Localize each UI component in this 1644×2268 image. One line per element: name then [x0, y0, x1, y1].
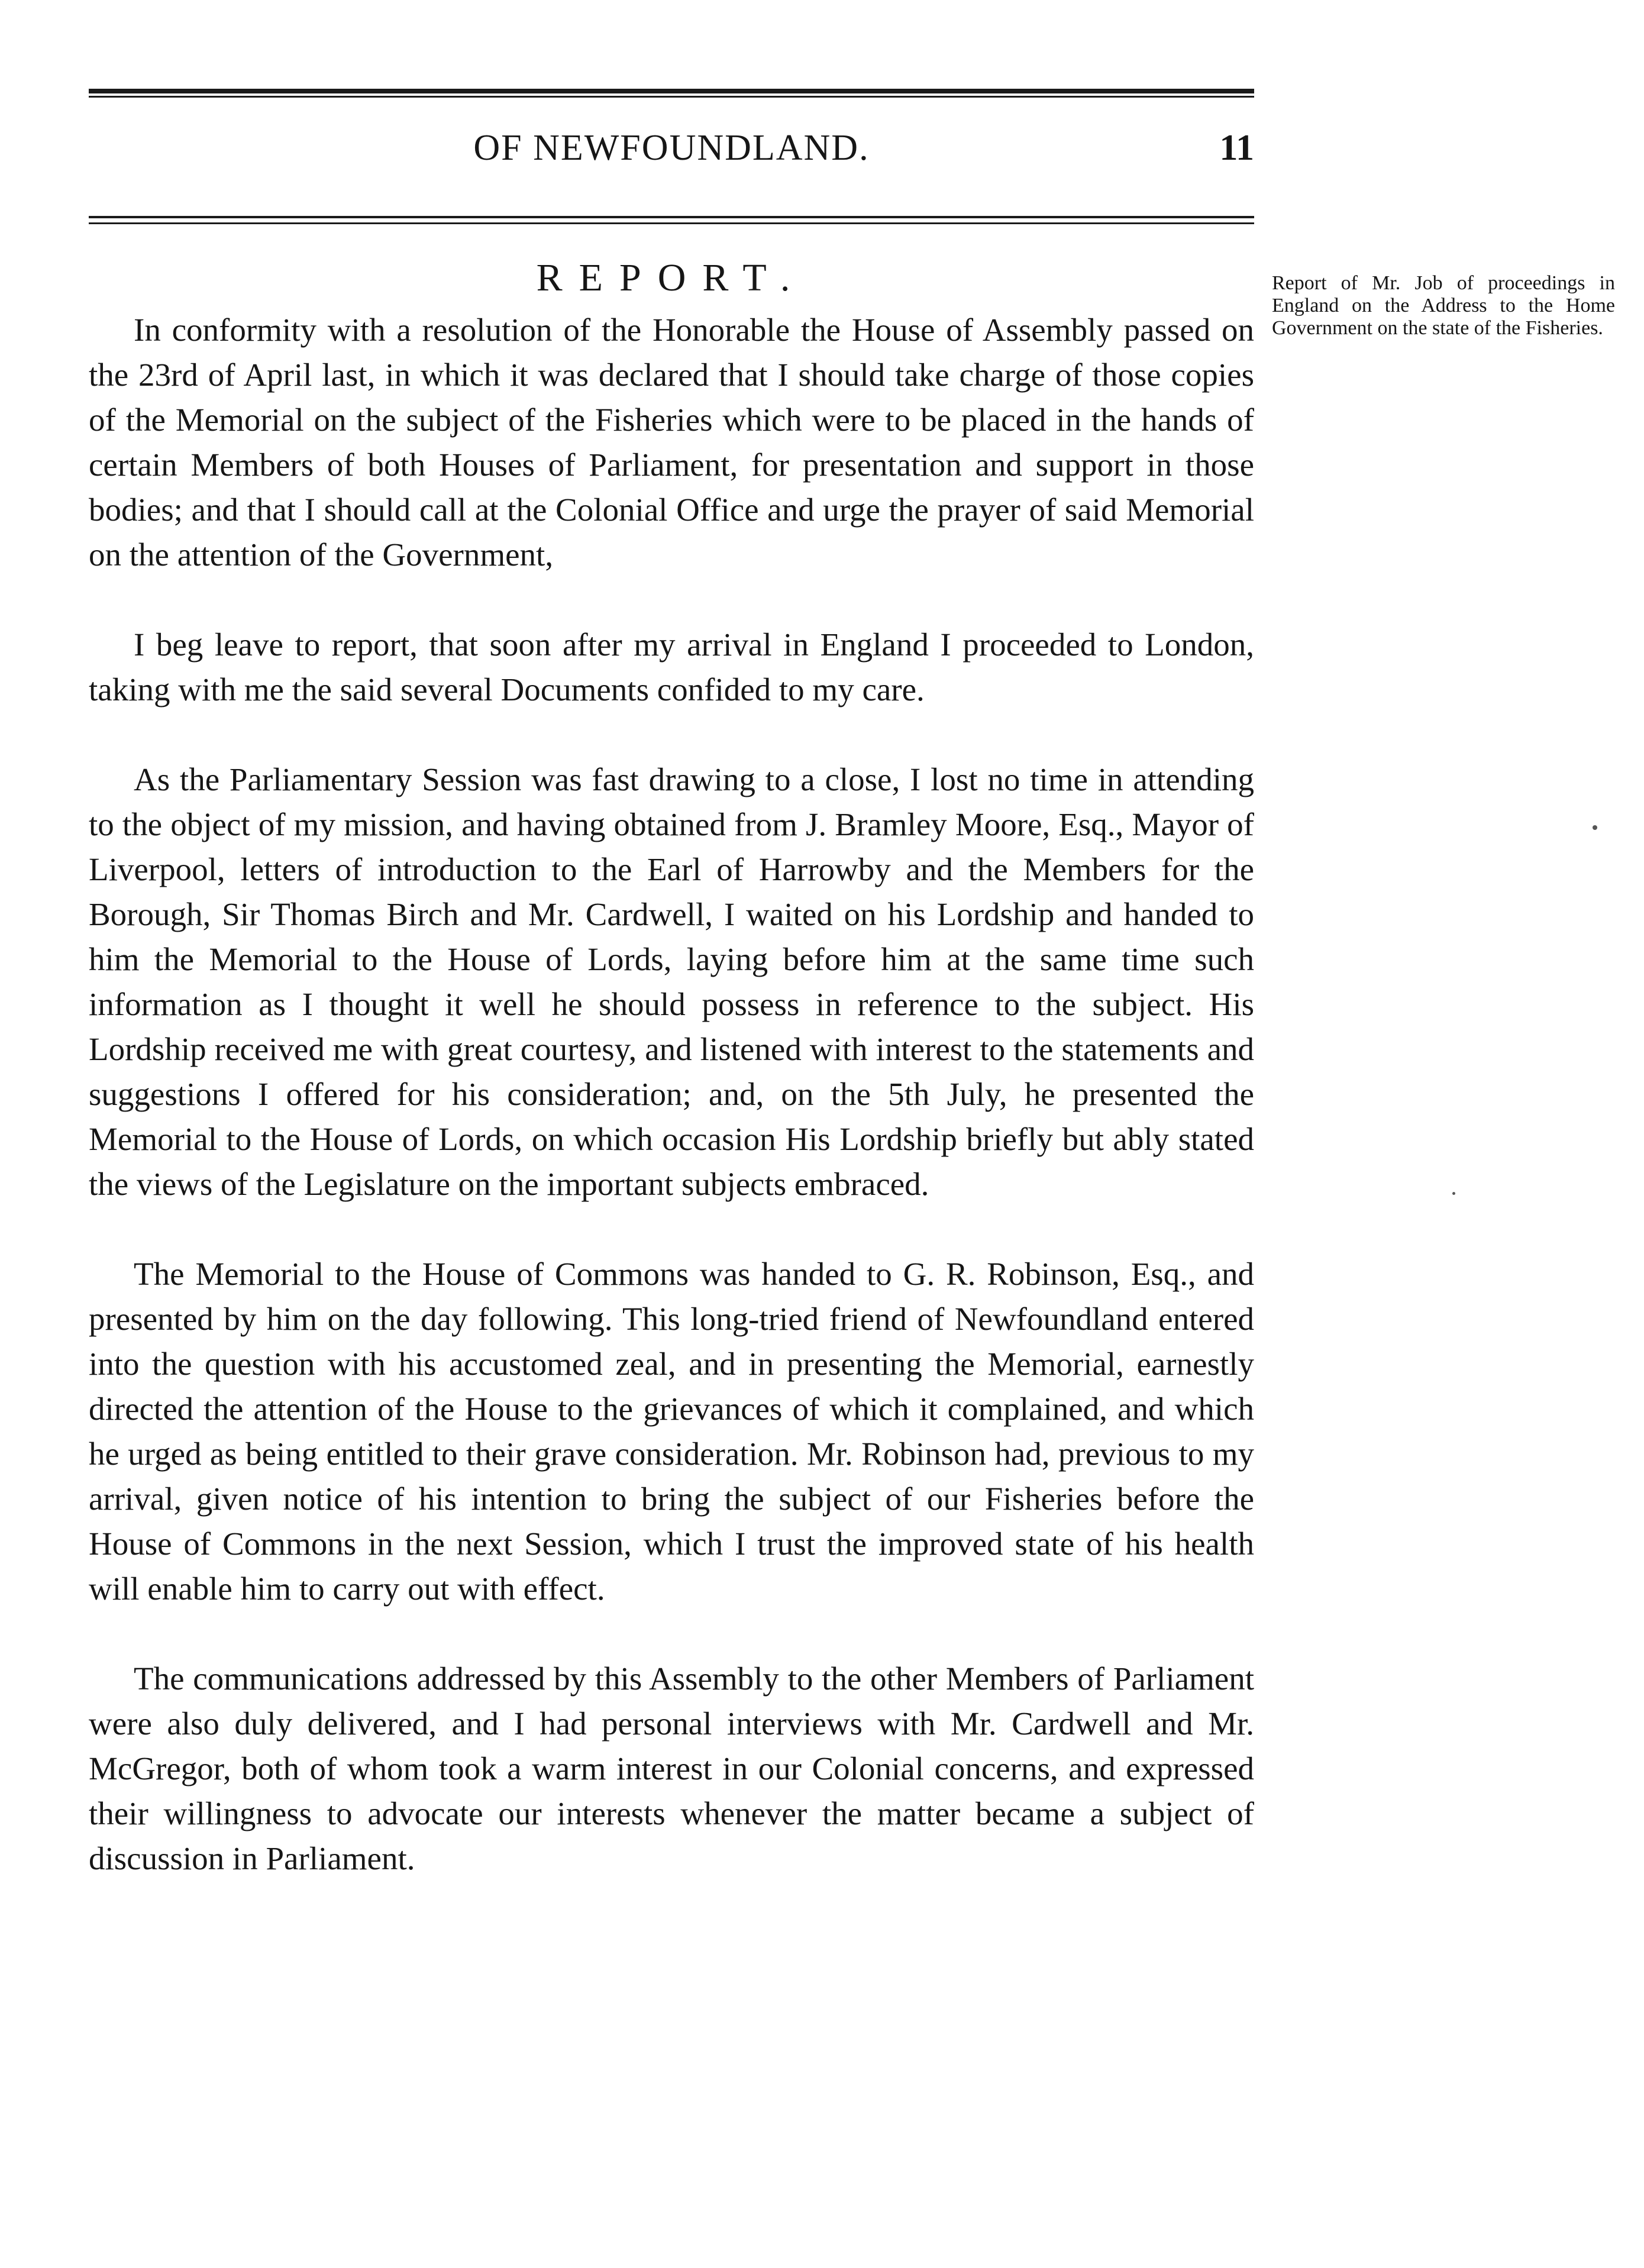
ink-speck [1593, 825, 1597, 830]
paragraph: The Memorial to the House of Commons was handed to G. R. Robinson, Esq., and presented by him on the day following. This long-tried friend of Newfoundland entered into the question with his accustomed zeal, and in presenting the Memorial, earnestly directed the attention of the House to the grievances of which it complained, and which he urged as being entitled to their grave consideration. Mr. Robinson had, previous to my arrival, given notice of his intention to bring the subject of our Fisheries before the House of Commons in the next Session, which I trust the improved state of his health will enable him to carry out with effect. [89, 1256, 1254, 1607]
top-double-rule-thin [89, 96, 1254, 98]
paragraph: The communications addressed by this Assembly to the other Members of Parliament were also duly delivered, and I had personal interviews with Mr. Cardwell and Mr. McGregor, both of whom took a warm interest in our Colonial concerns, and expressed their willingness to advocate our interests whenever the matter became a subject of discussion in Parliament. [89, 1660, 1254, 1876]
section-heading: REPORT. [536, 256, 807, 299]
header-double-rule-lower [89, 222, 1254, 224]
top-double-rule-thick [89, 89, 1254, 93]
body-text [89, 308, 1254, 1881]
paragraph: I beg leave to report, that soon after my arrival in England I proceeded to London, taking with me the said several Documents confided to my care. [89, 626, 1254, 707]
ink-speck [1452, 1192, 1455, 1195]
paragraph: As the Parliamentary Session was fast drawing to a close, I lost no time in attending to the object of my mission, and having obtained from J. Bramley Moore, Esq., Mayor of Liverpool, letters of introduction to the Earl of Harrowby and the Members for the Borough, Sir Thomas Birch and Mr. Cardwell, I waited on his Lordship and handed to him the Memorial to the House of Lords, laying before him at the same time such information as I thought it well he should possess in reference to the subject. His Lordship received me with great courtesy, and listened with interest to the statements and suggestions I offered for his consideration; and, on the 5th July, he presented the Memorial to the House of Lords, on which occasion His Lordship briefly but ably stated the views of the Legislature on the important subjects embraced. [89, 761, 1254, 1202]
header-double-rule-upper [89, 216, 1254, 218]
paragraph: In conformity with a resolution of the Honorable the House of Assembly passed on the 23rd of April last, in which it was declared that I should take charge of those copies of the Memorial on the subject of the Fisheries which were to be placed in the hands of certain Members of both Houses of Parliament, for presentation and support in those bodies; and that I should call at the Colonial Office and urge the prayer of said Memorial on the attention of the Government, [89, 312, 1254, 573]
running-head [89, 121, 1254, 175]
marginal-note: Report of Mr. Job of proceedings in England on the Address to the Home Government on the state of the Fisheries. [1272, 272, 1615, 339]
page-number: 11 [1219, 128, 1254, 168]
running-title: OF NEWFOUNDLAND. [473, 128, 870, 168]
